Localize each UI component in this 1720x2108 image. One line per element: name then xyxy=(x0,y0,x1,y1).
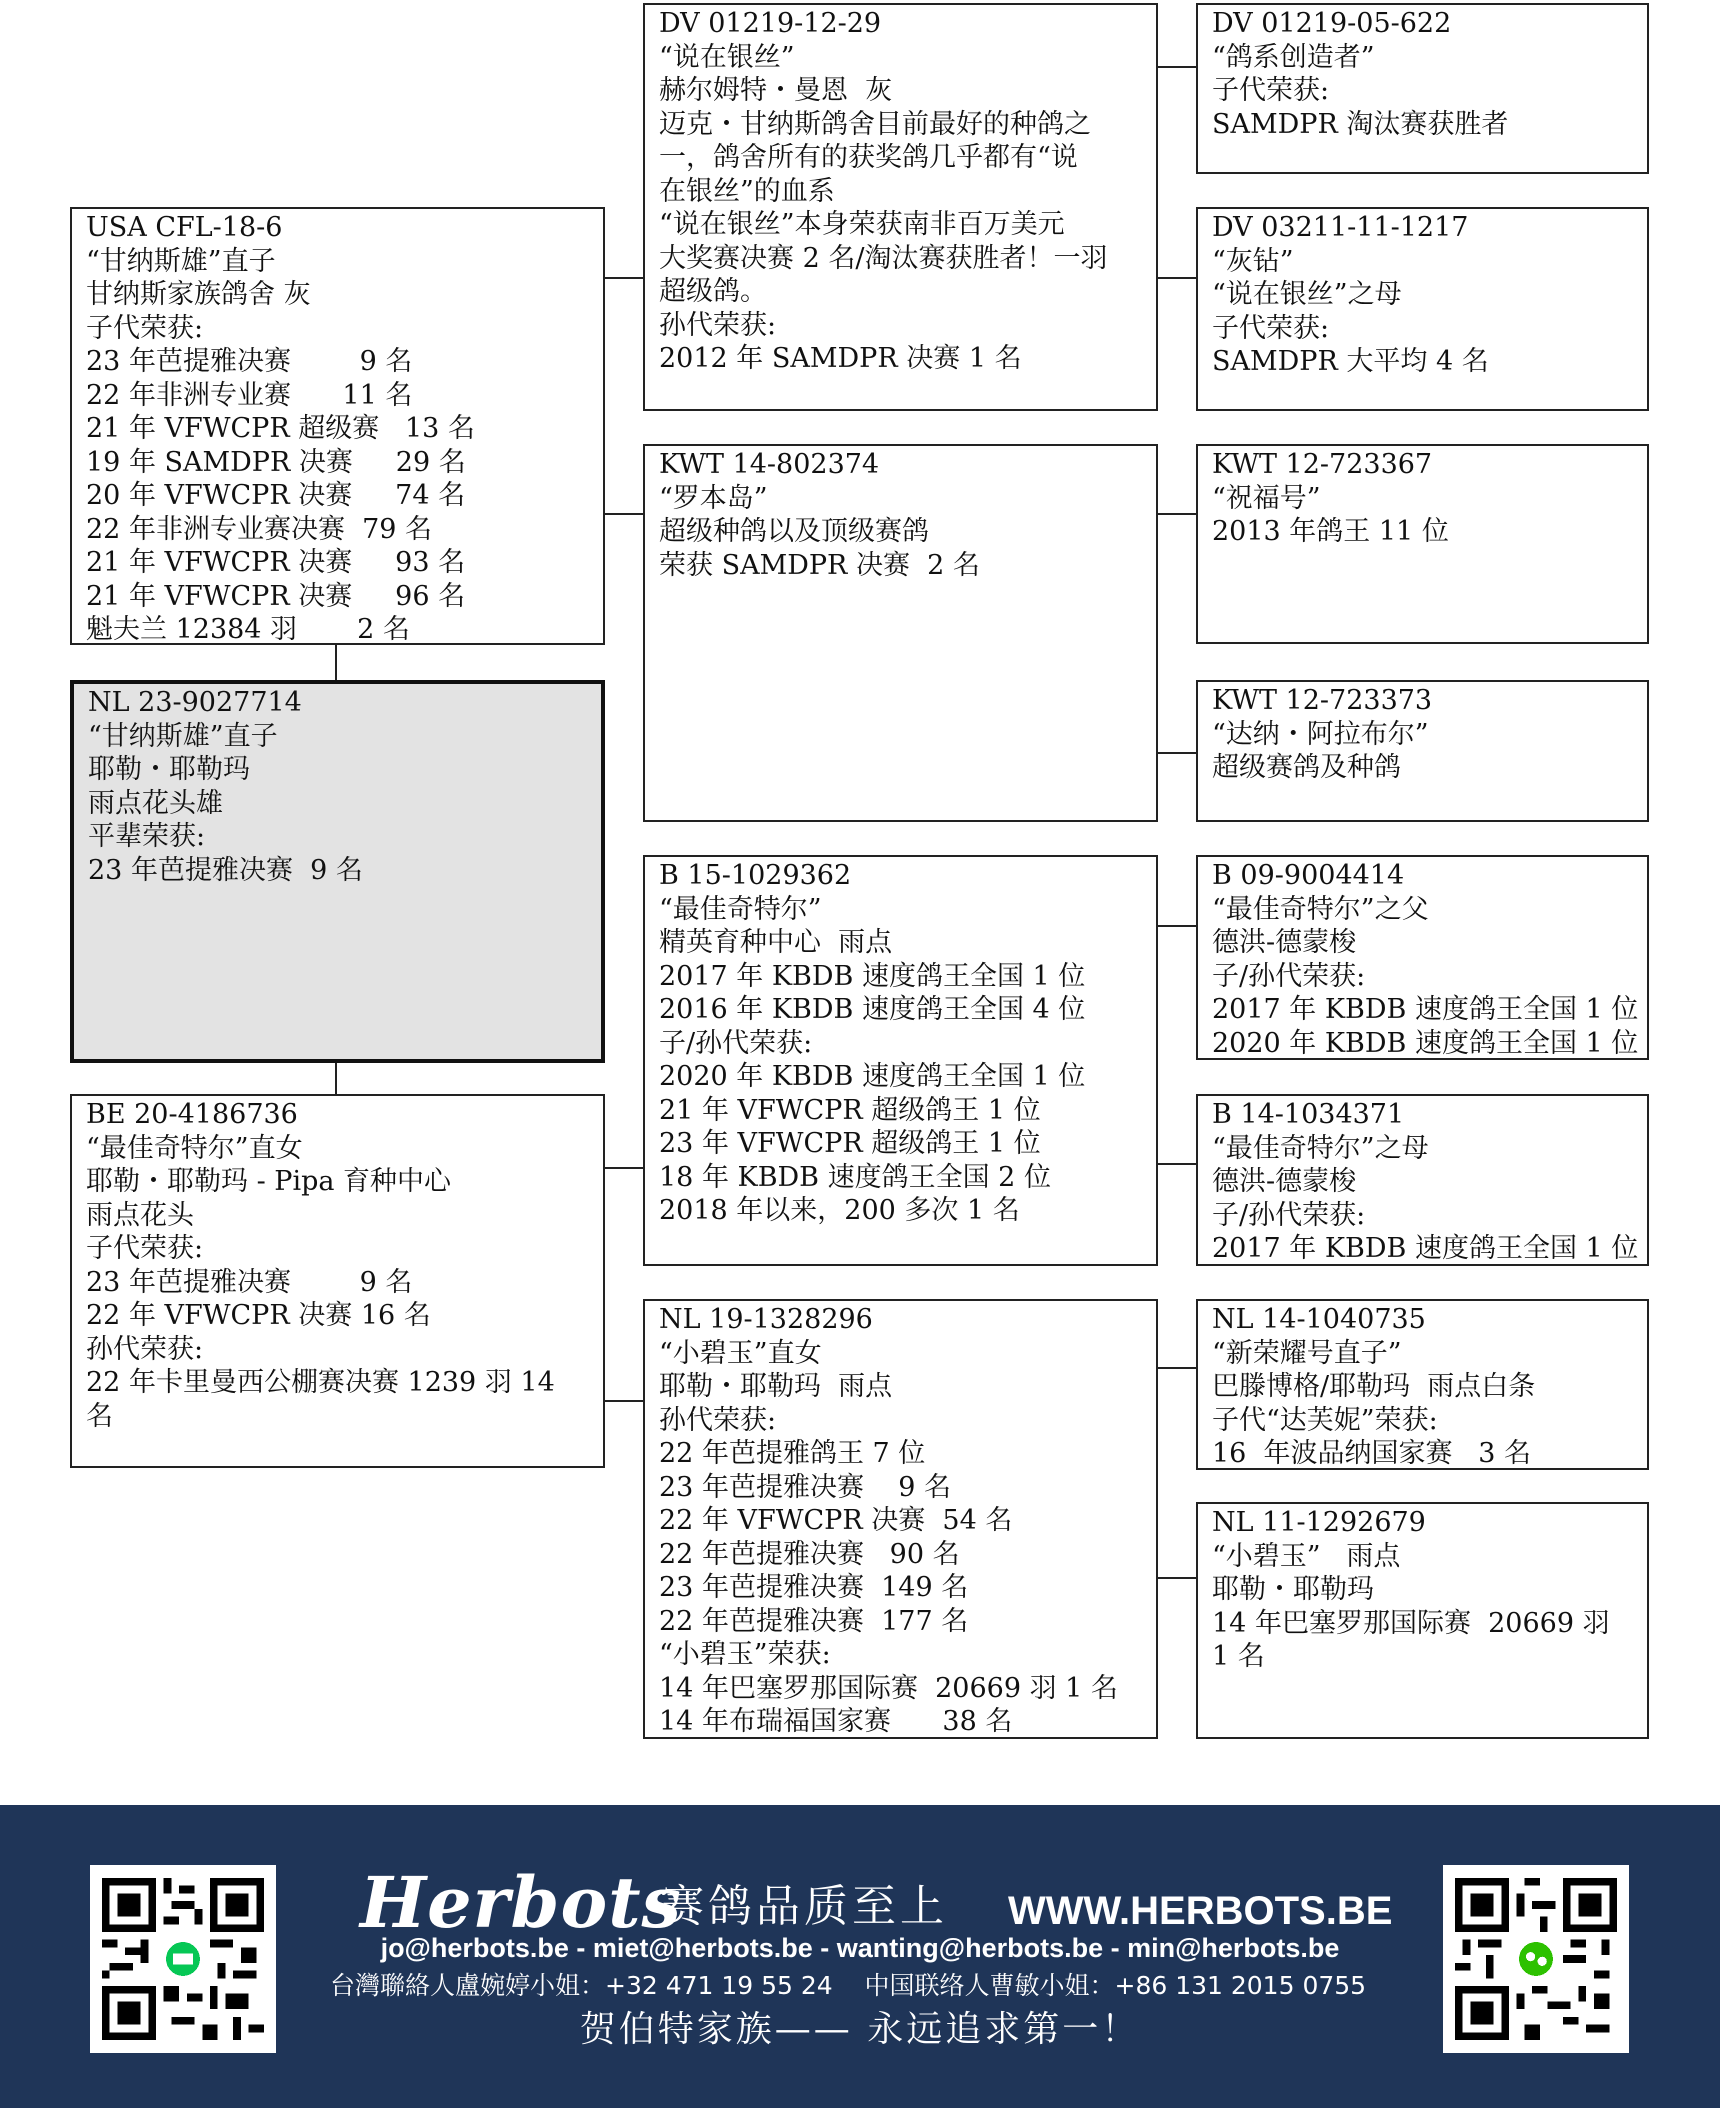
pigeon-name: “甘纳斯雄”直子 xyxy=(88,720,278,752)
card-line: 22 年芭提雅决赛 90 名 xyxy=(659,1538,960,1570)
dam-dam-card xyxy=(643,1299,1158,1739)
ring-number: BE 20-4186736 xyxy=(86,1099,298,1130)
connector xyxy=(603,1167,645,1169)
card-line: 超级鸽。 xyxy=(659,276,767,307)
card-line: 耶勒・耶勒玛 xyxy=(88,754,250,785)
card-line: 22 年非洲专业赛决赛 79 名 xyxy=(86,513,433,545)
card-line: 23 年芭提雅决赛 9 名 xyxy=(86,346,413,377)
sd-sire-card xyxy=(1196,444,1649,644)
card-line: 精英育种中心 雨点 xyxy=(659,927,893,958)
ring-number: KWT 12-723373 xyxy=(1212,685,1433,716)
card-line: 21 年 VFWCPR 决赛 96 名 xyxy=(86,580,466,612)
card-line: 21 年 VFWCPR 超级鸽王 1 位 xyxy=(659,1094,1041,1126)
pigeon-name: “小碧玉”直女 xyxy=(659,1337,822,1369)
ring-number: DV 03211-11-1217 xyxy=(1212,212,1469,243)
card-line: 14 年巴塞罗那国际赛 20669 羽 xyxy=(1212,1607,1610,1639)
card-line: 子代荣获: xyxy=(1212,312,1330,344)
card-line: 23 年芭提雅决赛 149 名 xyxy=(659,1572,969,1603)
ring-number: NL 23-9027714 xyxy=(88,687,302,718)
card-line: 子/孙代荣获: xyxy=(659,1027,813,1059)
card-line: “小碧玉”荣获: xyxy=(659,1639,831,1670)
subject-card xyxy=(70,680,605,1063)
ring-number: KWT 12-723367 xyxy=(1212,449,1433,480)
card-line: 2012 年 SAMDPR 决赛 1 名 xyxy=(659,343,1022,374)
card-line: 超级赛鸽及种鸽 xyxy=(1212,752,1401,783)
card-line: 21 年 VFWCPR 决赛 93 名 xyxy=(86,547,466,578)
card-line: 平辈荣获: xyxy=(88,821,206,852)
card-line: 大奖赛决赛 2 名/淘汰赛获胜者！一羽 xyxy=(659,242,1108,274)
card-line: 子代荣获: xyxy=(1212,75,1330,106)
card-line: 19 年 SAMDPR 决赛 29 名 xyxy=(86,446,466,478)
card-line: 23 年芭提雅决赛 9 名 xyxy=(88,854,363,886)
sire-card xyxy=(70,207,605,645)
card-line: SAMDPR 大平均 4 名 xyxy=(1212,346,1489,377)
sire-dam-card xyxy=(643,444,1158,822)
card-line: “说在银丝”之母 xyxy=(1212,279,1402,310)
herbots-logo: Herbots xyxy=(360,1861,682,1944)
contact-row xyxy=(330,1969,1366,2003)
card-line: 耶勒・耶勒玛 雨点 xyxy=(659,1371,893,1402)
ring-number: DV 01219-12-29 xyxy=(659,8,882,39)
card-line: 一，鸽舍所有的获奖鸽几乎都有“说 xyxy=(659,142,1078,173)
ds-dam-card xyxy=(1196,1094,1649,1266)
card-line: 雨点花头雄 xyxy=(88,787,223,819)
card-line: 名 xyxy=(86,1400,113,1432)
pigeon-name: “甘纳斯雄”直子 xyxy=(86,245,276,277)
connector xyxy=(1156,277,1198,279)
connector xyxy=(1156,925,1198,927)
card-line: 德洪-德蒙梭 xyxy=(1212,1166,1357,1197)
card-line: 2018 年以来，200 多次 1 名 xyxy=(659,1195,1020,1226)
pigeon-name: “小碧玉” 雨点 xyxy=(1212,1540,1401,1572)
card-line: 22 年芭提雅鸽王 7 位 xyxy=(659,1438,926,1469)
card-line: 在银丝”的血系 xyxy=(659,175,835,207)
card-line: 孙代荣获: xyxy=(659,1404,777,1436)
connector xyxy=(1156,1577,1198,1579)
pigeon-name: “鸽系创造者” xyxy=(1212,41,1375,73)
card-line: 子/孙代荣获: xyxy=(1212,960,1366,992)
card-line: 22 年芭提雅决赛 177 名 xyxy=(659,1605,969,1637)
card-line: 子代荣获: xyxy=(86,312,204,344)
card-line: 2017 年 KBDB 速度鸽王全国 1 位 xyxy=(659,960,1086,992)
card-line: 巴滕博格/耶勒玛 雨点白条 xyxy=(1212,1371,1536,1402)
card-line: 2020 年 KBDB 速度鸽王全国 1 位 xyxy=(659,1061,1086,1092)
card-line: 德洪-德蒙梭 xyxy=(1212,927,1357,958)
pigeon-name: “最佳奇特尔”直女 xyxy=(86,1132,303,1164)
dd-dam-card xyxy=(1196,1502,1649,1739)
card-line: 18 年 KBDB 速度鸽王全国 2 位 xyxy=(659,1161,1051,1193)
card-line: 20 年 VFWCPR 决赛 74 名 xyxy=(86,480,466,511)
ring-number: B 09-9004414 xyxy=(1212,860,1405,891)
connector xyxy=(335,1060,337,1096)
ss-sire-card xyxy=(1196,3,1649,174)
ring-number: USA CFL-18-6 xyxy=(86,212,283,243)
connector xyxy=(335,640,337,684)
connector xyxy=(1156,513,1198,515)
dam-sire-card xyxy=(643,855,1158,1266)
contact-china: 中国联络人曹敏小姐：+86 131 2015 0755 xyxy=(864,1971,1367,2000)
card-line: 23 年芭提雅决赛 9 名 xyxy=(86,1266,413,1298)
card-line: 16 年波品纳国家赛 3 名 xyxy=(1212,1438,1532,1469)
card-line: 子代荣获: xyxy=(86,1233,204,1264)
card-line: 14 年布瑞福国家赛 38 名 xyxy=(659,1706,1013,1737)
card-line: 子代“达芙妮”荣获: xyxy=(1212,1404,1438,1436)
connector xyxy=(1156,752,1198,754)
card-line: 甘纳斯家族鸽舍 灰 xyxy=(86,279,311,310)
card-line: 2016 年 KBDB 速度鸽王全国 4 位 xyxy=(659,994,1086,1025)
connector xyxy=(1156,1367,1198,1369)
card-line: 赫尔姆特・曼恩 灰 xyxy=(659,75,893,106)
pigeon-name: “新荣耀号直子” xyxy=(1212,1337,1402,1369)
card-line: 1 名 xyxy=(1212,1641,1265,1672)
card-line: 2017 年 KBDB 速度鸽王全国 1 位 xyxy=(1212,994,1639,1025)
card-line: 超级种鸽以及顶级赛鸽 xyxy=(659,516,929,547)
ring-number: NL 11-1292679 xyxy=(1212,1507,1426,1538)
card-line: 23 年芭提雅决赛 9 名 xyxy=(659,1471,952,1503)
ring-number: KWT 14-802374 xyxy=(659,449,880,480)
connector xyxy=(603,513,645,515)
email-list[interactable]: jo@herbots.be - miet@herbots.be - wanting@herbots.be - min@herbots.be xyxy=(380,1933,1340,1963)
pigeon-name: “灰钻” xyxy=(1212,245,1294,277)
pigeon-name: “说在银丝” xyxy=(659,41,795,73)
dd-sire-card xyxy=(1196,1299,1649,1470)
sire-sire-card xyxy=(643,3,1158,411)
card-line: 14 年巴塞罗那国际赛 20669 羽 1 名 xyxy=(659,1672,1118,1704)
card-line: 2013 年鸽王 11 位 xyxy=(1212,516,1449,547)
card-line: 耶勒・耶勒玛 xyxy=(1212,1574,1374,1605)
card-line: 2020 年 KBDB 速度鸽王全国 1 位 xyxy=(1212,1027,1639,1059)
footer-banner xyxy=(0,1805,1720,2108)
ring-number: B 15-1029362 xyxy=(659,860,852,891)
dam-card xyxy=(70,1094,605,1468)
card-line: 雨点花头 xyxy=(86,1199,194,1231)
contact-taiwan: 台灣聯絡人盧婉婷小姐：+32 471 19 55 24 xyxy=(330,1971,833,2000)
ring-number: B 14-1034371 xyxy=(1212,1099,1405,1130)
card-line: 22 年 VFWCPR 决赛 54 名 xyxy=(659,1505,1013,1536)
card-line: 魁夫兰 12384 羽 2 名 xyxy=(86,614,410,645)
pigeon-name: “最佳奇特尔”之母 xyxy=(1212,1132,1429,1164)
card-line: 迈克・甘纳斯鸽舍目前最好的种鸽之 xyxy=(659,108,1091,140)
card-line: 22 年 VFWCPR 决赛 16 名 xyxy=(86,1300,431,1331)
connector xyxy=(1156,1163,1198,1165)
wechat-qr-code-icon[interactable] xyxy=(1443,1865,1629,2053)
ring-number: DV 01219-05-622 xyxy=(1212,8,1452,39)
pigeon-name: “最佳奇特尔”之父 xyxy=(1212,893,1429,925)
card-line: SAMDPR 淘汰赛获胜者 xyxy=(1212,108,1509,140)
card-line: 22 年卡里曼西公棚赛决赛 1239 羽 14 xyxy=(86,1367,555,1398)
card-line: “说在银丝”本身荣获南非百万美元 xyxy=(659,209,1065,240)
card-line: 2017 年 KBDB 速度鸽王全国 1 位 xyxy=(1212,1233,1639,1264)
pigeon-name: “祝福号” xyxy=(1212,482,1321,514)
card-line: 荣获 SAMDPR 决赛 2 名 xyxy=(659,549,980,581)
ds-sire-card xyxy=(1196,855,1649,1060)
connector xyxy=(1156,66,1198,68)
slogan: 赛鸽品质至上 xyxy=(660,1881,948,1932)
card-line: 孙代荣获: xyxy=(86,1333,204,1365)
ring-number: NL 19-1328296 xyxy=(659,1304,873,1335)
ss-dam-card xyxy=(1196,207,1649,411)
card-line: 耶勒・耶勒玛 - Pipa 育种中心 xyxy=(86,1166,452,1197)
pigeon-name: “最佳奇特尔” xyxy=(659,893,822,925)
connector xyxy=(603,277,645,279)
card-line: 子/孙代荣获: xyxy=(1212,1199,1366,1231)
card-line: 21 年 VFWCPR 超级赛 13 名 xyxy=(86,413,475,444)
connector xyxy=(603,1400,645,1402)
sd-dam-card xyxy=(1196,680,1649,822)
motto: 贺伯特家族—— 永远追求第一！ xyxy=(579,2009,1141,2050)
card-line: 23 年 VFWCPR 超级鸽王 1 位 xyxy=(659,1128,1041,1159)
card-line: 孙代荣获: xyxy=(659,309,777,341)
pigeon-name: “罗本岛” xyxy=(659,482,768,514)
card-line: 22 年非洲专业赛 11 名 xyxy=(86,379,413,411)
pigeon-name: “达纳・阿拉布尔” xyxy=(1212,718,1429,750)
website-link[interactable]: WWW.HERBOTS.BE xyxy=(1008,1889,1393,1933)
ring-number: NL 14-1040735 xyxy=(1212,1304,1426,1335)
